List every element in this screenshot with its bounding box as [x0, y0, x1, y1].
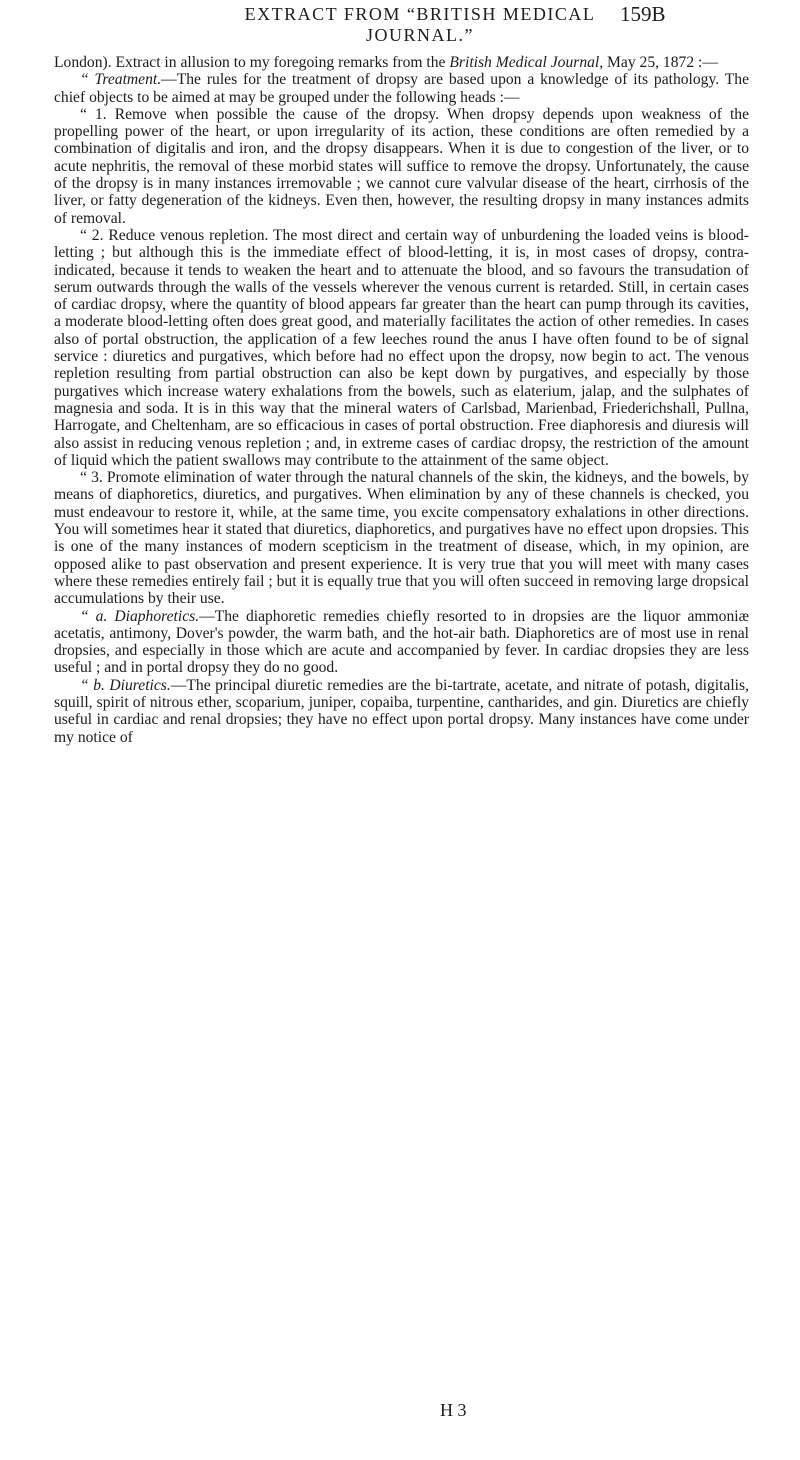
intro-paragraph [54, 54, 749, 71]
diaphoretics-paragraph [54, 608, 749, 677]
treatment-paragraph [54, 71, 749, 106]
diaphoretics-heading: “ a. Diaphoretics. [80, 607, 200, 625]
diaphoretics-text: —The diaphoretic remedies chiefly resorted to in dropsies are the liquor ammoniæ acetatis, antimony, Dover's powder, the warm bath, and the hot-air bath. Diaphoretics are of most use in renal dropsies, and especially in those which are acute and accompanied by fever. In cardiac dropsies they are less useful ; and in portal dropsy they do no good. [54, 607, 749, 677]
rule-1-paragraph: “ 1. Remove when possible the cause of the dropsy. When dropsy depends upon weakness of the propelling power of the heart, or upon irregularity of its action, these conditions are often remedied by a combination of digitalis and iron, and the dropsy disappears. When it is due to congestion of the liver, or to acute nephritis, the removal of these morbid states will suffice to remove the dropsy. Unfortunately, the cause of the dropsy is in many instances irremovable ; we cannot cure valvular disease of the heart, cirrhosis of the liver, or fatty degeneration of the kidneys. Even then, however, the resulting dropsy in many instances admits of removal. [54, 105, 749, 227]
journal-title: British Medical Journal, [449, 54, 604, 71]
treatment-heading: “ Treatment. [80, 71, 162, 89]
rule-3-paragraph: “ 3. Promote elimination of water through the natural channels of the skin, the kidneys, and the bowels, by means of diaphoretics, diuretics, and purgatives. When elimination by any of these channels is checked, you must endeavour to restore it, while, at the same time, you excite compensatory exhalations in other directions. You will sometimes hear it stated that diuretics, diaphoretics, and purgatives have no effect upon dropsies. This is one of the many instances of modern scepticism in the treatment of disease, which, in my opinion, are opposed alike to past observation and present experience. It is very true that you will meet with many cases where these remedies entirely fail ; but it is equally true that you will often succeed in removing large dropsical accumulations by their use. [54, 469, 749, 608]
diuretics-paragraph [54, 677, 749, 746]
rule-2-paragraph: “ 2. Reduce venous repletion. The most direct and certain way of unburdening the loaded veins is blood-letting ; but although this is the immediate effect of blood-letting, it is, in most cases of dropsy, contra-indicated, because it tends to weaken the heart and to attenuate the blood, and so favours the transudation of serum outwards through the walls of the vessels wherever the venous current is retarded. Still, in certain cases of cardiac dropsy, where the quantity of blood appears far greater than the heart can pump through its cavities, a moderate blood-letting often does great good, and materially facilitates the action of other remedies. In cases also of portal obstruction, the application of a few leeches round the anus I have often found to be of signal service : diuretics and purgatives, which before had no effect upon the dropsy, now begin to act. The venous repletion resulting from partial obstruction can also be kept down by purgatives, and especially by those purgatives which increase watery exhalations from the bowels, such as elaterium, jalap, and the sulphates of magnesia and soda. It is in this way that the mineral waters of Carlsbad, Marienbad, Friederichshall, Pullna, Harrogate, and Cheltenham, are so efficacious in cases of portal obstruction. Free diaphoresis and diuresis will also assist in reducing venous repletion ; and, in extreme cases of cardiac dropsy, the restriction of the amount of liquid which the patient swallows may contribute to the attainment of the same object. [54, 226, 749, 469]
intro-text: London). Extract in allusion to my foregoing remarks from the [54, 54, 446, 71]
treatment-text: —The rules for the treatment of dropsy are based upon a knowledge of its pathology. The chief objects to be aimed at may be grouped under the following heads :— [54, 71, 750, 106]
diuretics-text: —The principal diuretic remedies are the bi-tartrate, acetate, and nitrate of potash, digitalis, squill, spirit of nitrous ether, scoparium, juniper, copaiba, turpentine, cantharides, and gin. Diuretics are chiefly useful in cardiac and renal dropsies; they have no effect upon portal dropsy. Many instances have come under my notice of [54, 676, 749, 746]
article-body [54, 54, 749, 746]
intro-date: May 25, 1872 :— [603, 54, 718, 71]
page-number: 159B [620, 2, 666, 26]
running-head: EXTRACT FROM “BRITISH MEDICAL JOURNAL.” [244, 4, 596, 45]
signature-mark: H 3 [440, 1400, 467, 1420]
diuretics-heading: “ b. Diuretics. [80, 676, 171, 694]
